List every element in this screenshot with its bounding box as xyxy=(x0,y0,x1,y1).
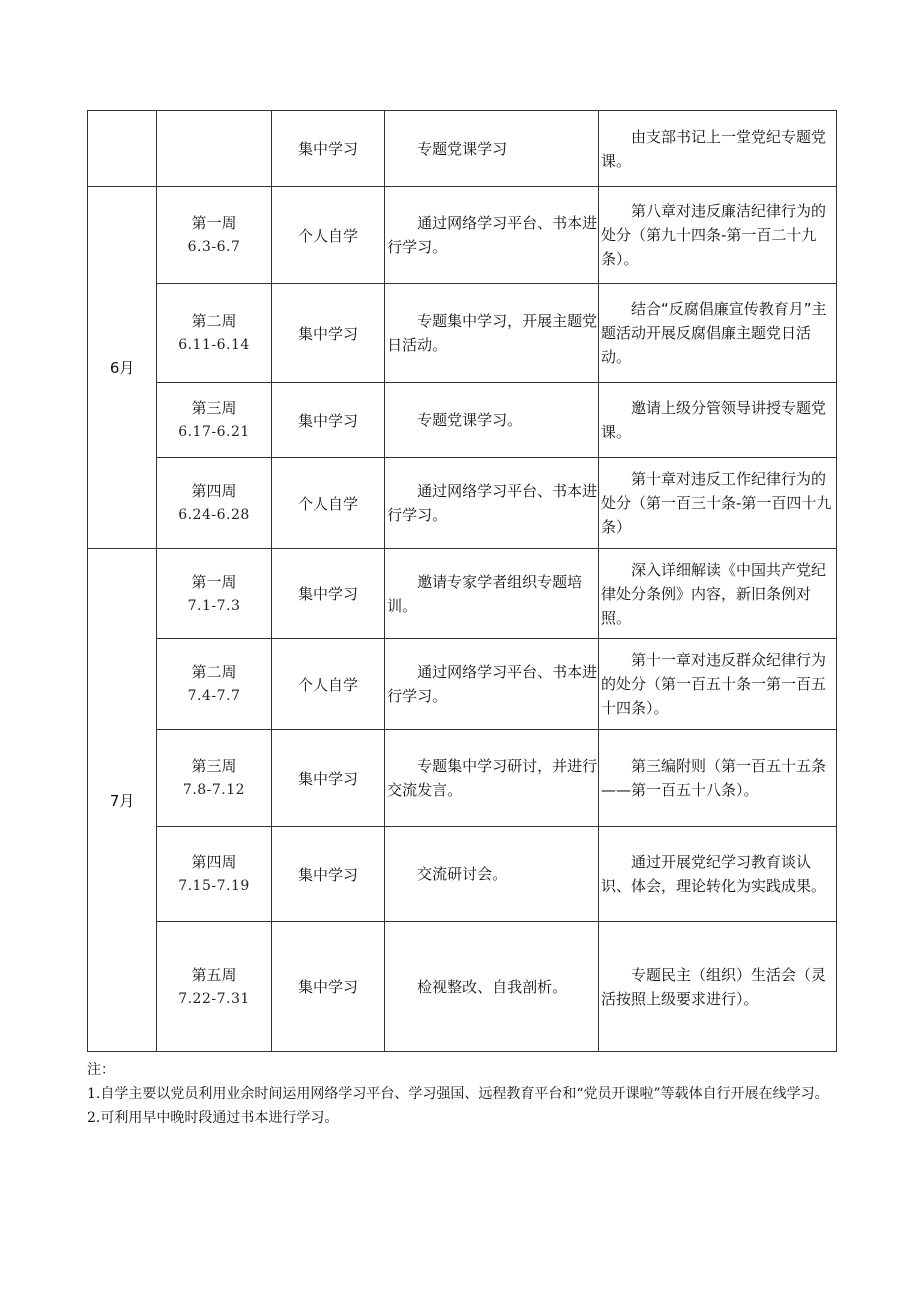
topic-cell: 专题党课学习 xyxy=(385,111,599,187)
week-cell xyxy=(157,111,271,187)
week-cell xyxy=(157,458,271,549)
table-row xyxy=(88,730,837,827)
week-cell xyxy=(157,187,271,284)
note-item: 1.自学主要以党员利用业余时间运用网络学习平台、学习强国、远程教育平台和“党员开课啦”等载体自行开展在线学习。 xyxy=(87,1086,829,1102)
note-item: 2.可利用早中晚时段通过书本进行学习。 xyxy=(87,1110,339,1126)
week-label: 第三周 xyxy=(191,399,237,417)
table-row xyxy=(88,284,837,383)
study-form-cell: 集中学习 xyxy=(271,730,384,827)
table-row xyxy=(88,111,837,187)
week-label: 第二周 xyxy=(191,312,237,330)
topic-cell: 交流研讨会。 xyxy=(385,827,599,922)
table-row xyxy=(88,458,837,549)
detail-cell: 第十一章对违反群众纪律行为的处分（第一百五十条一第一百五十四条）。 xyxy=(599,639,837,730)
week-cell xyxy=(157,383,271,458)
date-range: 7.4-7.7 xyxy=(187,688,241,704)
detail-cell: 邀请上级分管领导讲授专题党课。 xyxy=(599,383,837,458)
topic-cell: 专题党课学习。 xyxy=(385,383,599,458)
study-form-cell: 集中学习 xyxy=(271,111,384,187)
week-label: 第一周 xyxy=(191,572,237,591)
week-cell xyxy=(157,549,271,639)
table-row xyxy=(88,639,837,730)
date-range: 6.11-6.14 xyxy=(178,337,250,353)
date-range: 7.15-7.19 xyxy=(178,878,250,894)
month-cell-june: 6月 xyxy=(88,187,157,549)
topic-cell: 通过网络学习平台、书本进行学习。 xyxy=(385,639,599,730)
study-form-cell: 集中学习 xyxy=(271,549,384,639)
week-label: 第五周 xyxy=(191,965,237,984)
detail-cell: 第八章对违反廉洁纪律行为的处分（第九十四条-第一百二十九条）。 xyxy=(599,187,837,284)
month-cell xyxy=(88,111,157,187)
date-range: 7.1-7.3 xyxy=(187,597,241,614)
detail-cell: 结合“反腐倡廉宣传教育月”主题活动开展反腐倡廉主题党日活动。 xyxy=(599,284,837,383)
week-cell xyxy=(157,284,271,383)
topic-cell: 专题集中学习，开展主题党日活动。 xyxy=(385,284,599,383)
study-form-cell: 集中学习 xyxy=(271,922,384,1052)
topic-cell: 通过网络学习平台、书本进行学习。 xyxy=(385,458,599,549)
notes-section xyxy=(87,1058,847,1130)
week-cell xyxy=(157,827,271,922)
notes-heading: 注： xyxy=(87,1062,115,1078)
week-label: 第四周 xyxy=(191,482,237,500)
topic-cell: 专题集中学习研讨，并进行交流发言。 xyxy=(385,730,599,827)
table-row xyxy=(88,383,837,458)
date-range: 6.17-6.21 xyxy=(178,424,250,440)
table-row xyxy=(88,187,837,284)
study-form-cell: 个人自学 xyxy=(271,187,384,284)
week-label: 第一周 xyxy=(191,214,237,232)
detail-cell: 深入详细解读《中国共产党纪律处分条例》内容，新旧条例对照。 xyxy=(599,549,837,639)
topic-cell: 通过网络学习平台、书本进行学习。 xyxy=(385,187,599,284)
week-cell xyxy=(157,730,271,827)
detail-cell: 第三编附则（第一百五十五条——第一百五十八条）。 xyxy=(599,730,837,827)
table-row xyxy=(88,549,837,639)
date-range: 7.22-7.31 xyxy=(178,990,250,1007)
table-row xyxy=(88,827,837,922)
week-cell xyxy=(157,639,271,730)
study-form-cell: 个人自学 xyxy=(271,458,384,549)
study-form-cell: 集中学习 xyxy=(271,383,384,458)
date-range: 7.8-7.12 xyxy=(182,782,246,798)
date-range: 6.3-6.7 xyxy=(187,239,241,255)
week-label: 第四周 xyxy=(191,853,237,871)
detail-cell: 通过开展党纪学习教育谈认识、体会，理论转化为实践成果。 xyxy=(599,827,837,922)
week-label: 第三周 xyxy=(191,757,237,775)
detail-cell: 由支部书记上一堂党纪专题党课。 xyxy=(599,111,837,187)
topic-cell: 检视整改、自我剖析。 xyxy=(385,922,599,1052)
table-row xyxy=(88,922,837,1052)
study-schedule-table xyxy=(87,110,837,1052)
study-form-cell: 集中学习 xyxy=(271,827,384,922)
week-label: 第二周 xyxy=(191,663,237,681)
topic-cell: 邀请专家学者组织专题培训。 xyxy=(385,549,599,639)
detail-cell: 专题民主（组织）生活会（灵活按照上级要求进行）。 xyxy=(599,922,837,1052)
date-range: 6.24-6.28 xyxy=(178,507,250,523)
week-cell xyxy=(157,922,271,1052)
detail-cell: 第十章对违反工作纪律行为的处分（第一百三十条-第一百四十九条） xyxy=(599,458,837,549)
month-cell-july: 7月 xyxy=(88,549,157,1052)
study-form-cell: 集中学习 xyxy=(271,284,384,383)
study-form-cell: 个人自学 xyxy=(271,639,384,730)
